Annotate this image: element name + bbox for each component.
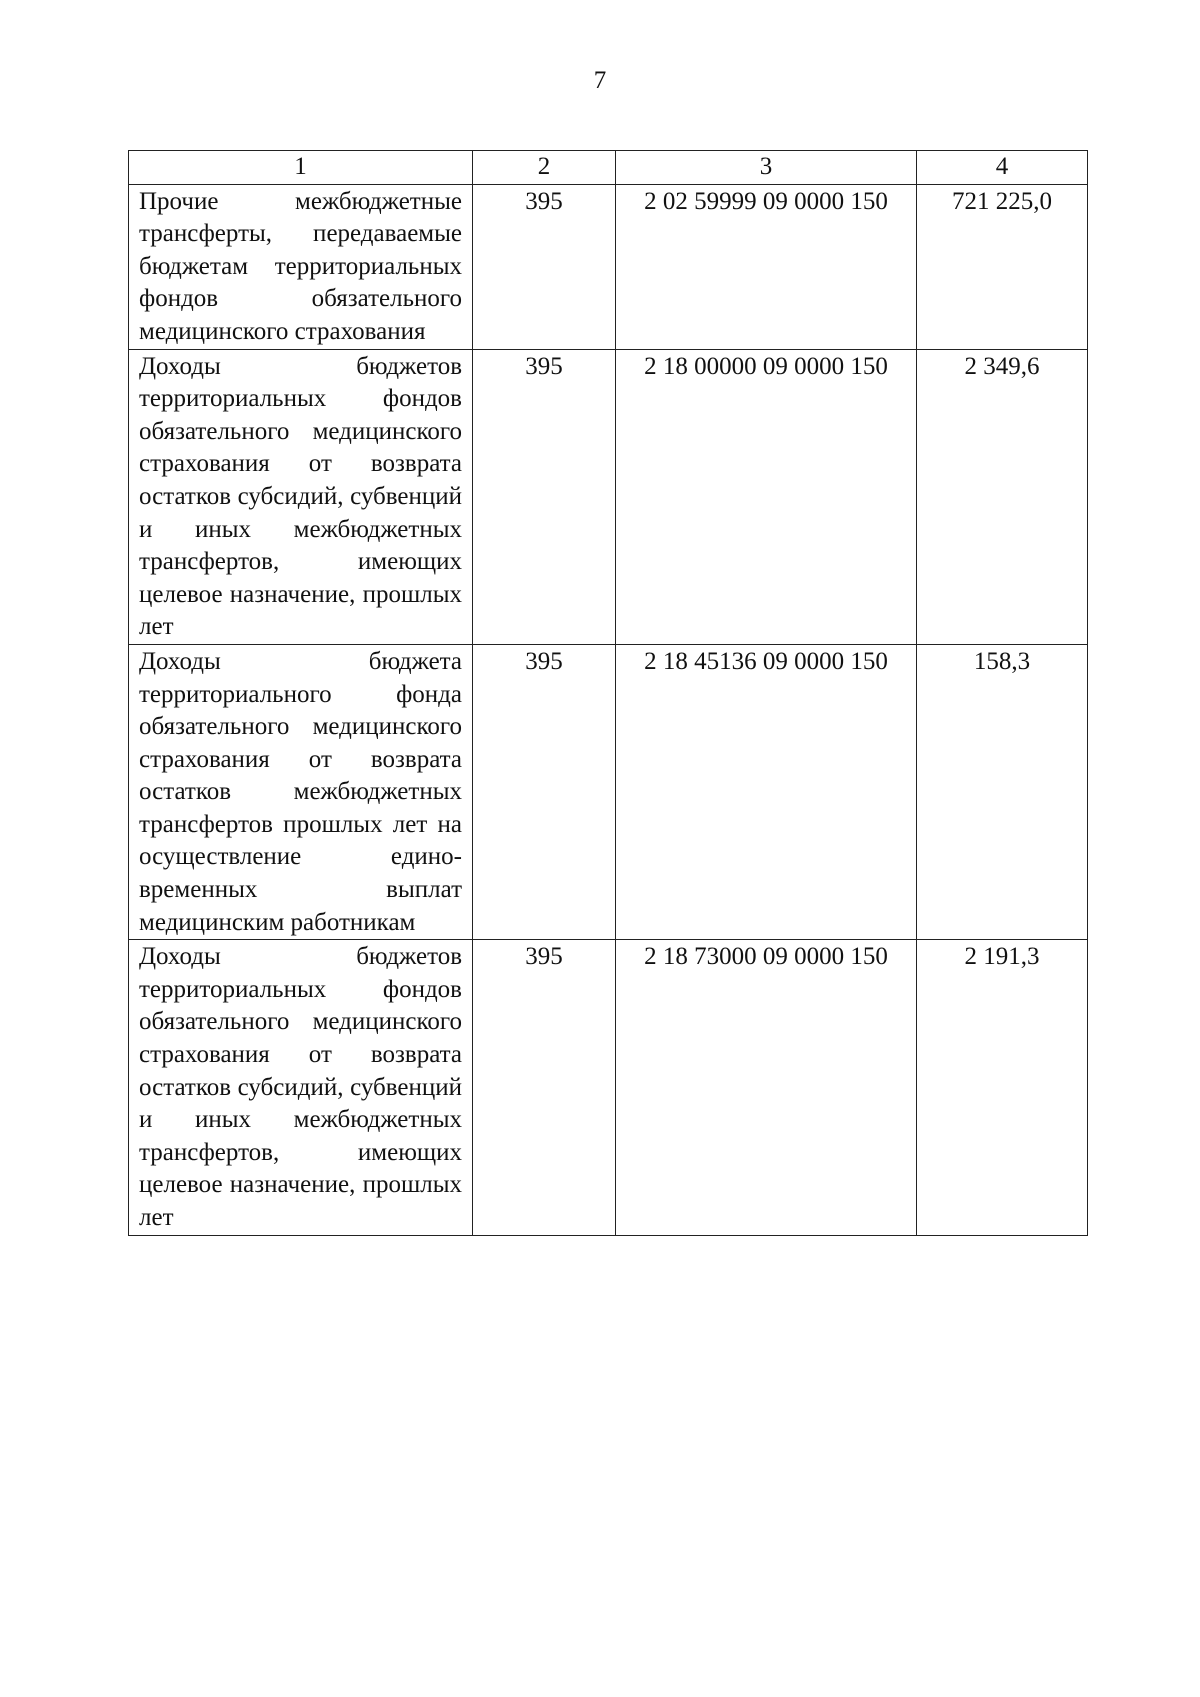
column-number-4: 4 (917, 151, 1088, 185)
revenue-name-cell: Доходы бюджета территориального фонда обязательного медицинского страхования от возврата остатков межбюджетных трансфертов прошлых лет на осуществление единовременных выплат медицинским работникам (129, 644, 473, 939)
admin-code-cell: 395 (473, 184, 616, 349)
column-number-2: 2 (473, 151, 616, 185)
revenue-name-cell: Доходы бюджетов территориальных фондов обязательного медицинского страхования от возврата остатков субсидий, субвенций и иных межбюджетных трансфертов, имеющих целевое назначение, прошлых лет (129, 349, 473, 644)
revenue-name-cell: Прочие межбюджетные трансферты, передаваемые бюджетам территориальных фондов обязательного медицинского страхования (129, 184, 473, 349)
revenue-name-cell: Доходы бюджетов территориальных фондов обязательного медицинского страхования от возврата остатков субсидий, субвенций и иных межбюджетных трансфертов, имеющих целевое назначение, прошлых лет (129, 940, 473, 1235)
admin-code-cell: 395 (473, 644, 616, 939)
column-number-3: 3 (616, 151, 917, 185)
budget-revenue-table (128, 150, 1088, 1236)
budget-classification-code-cell: 2 18 45136 09 0000 150 (616, 644, 917, 939)
budget-classification-code-cell: 2 18 00000 09 0000 150 (616, 349, 917, 644)
admin-code-cell: 395 (473, 349, 616, 644)
amount-cell: 158,3 (917, 644, 1088, 939)
admin-code-cell: 395 (473, 940, 616, 1235)
page-number: 7 (593, 67, 607, 94)
column-number-row (129, 151, 1088, 185)
amount-cell: 2 349,6 (917, 349, 1088, 644)
budget-classification-code-cell: 2 18 73000 09 0000 150 (616, 940, 917, 1235)
amount-cell: 2 191,3 (917, 940, 1088, 1235)
table-row (129, 184, 1088, 349)
budget-classification-code-cell: 2 02 59999 09 0000 150 (616, 184, 917, 349)
amount-cell: 721 225,0 (917, 184, 1088, 349)
column-number-1: 1 (129, 151, 473, 185)
table-row (129, 940, 1088, 1235)
table-row (129, 349, 1088, 644)
table-row (129, 644, 1088, 939)
